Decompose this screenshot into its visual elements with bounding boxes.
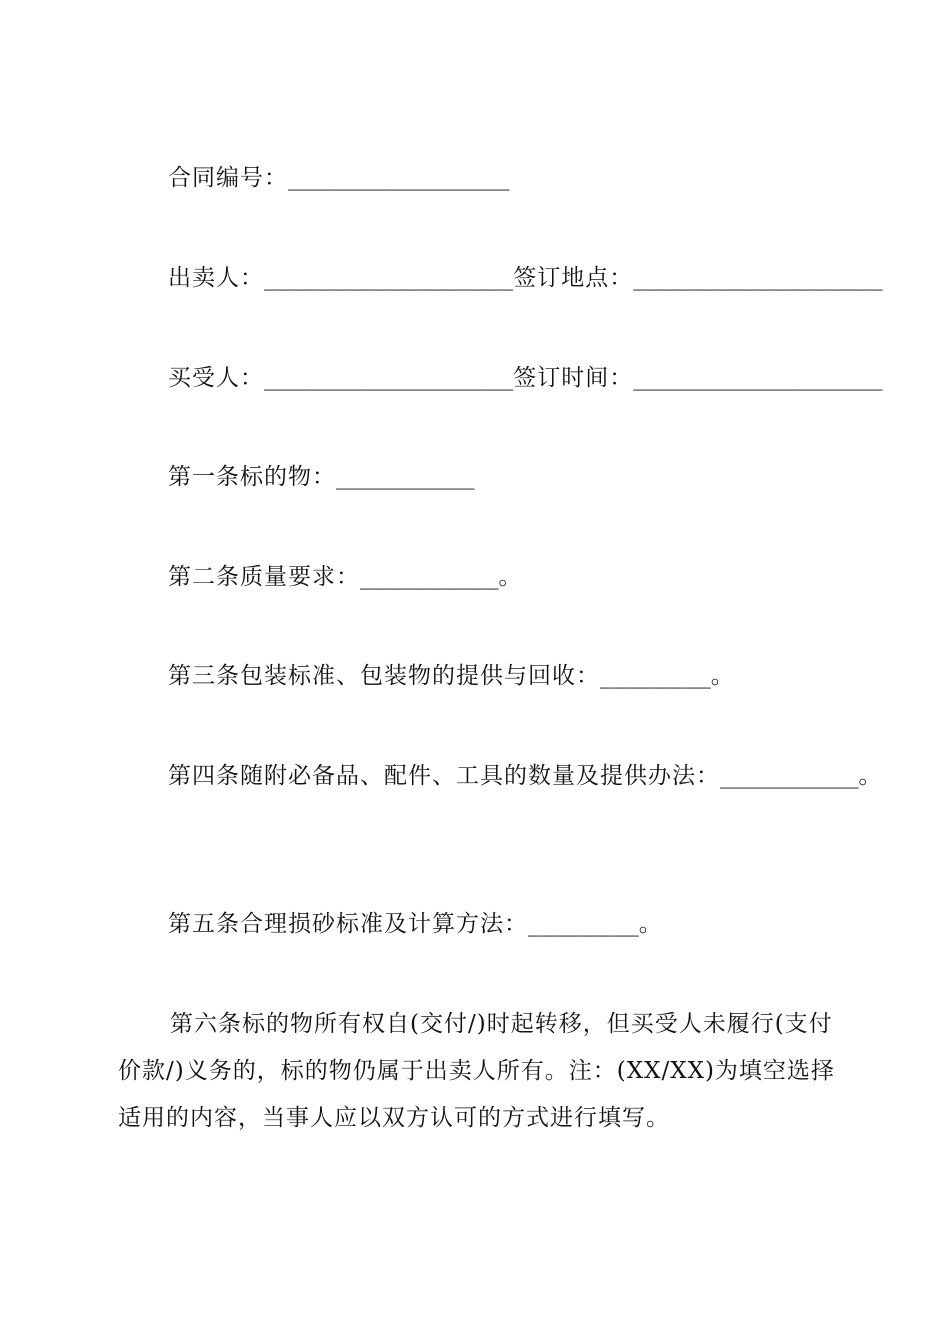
article-4-blank: __________ — [720, 763, 859, 789]
contract-number-line — [168, 162, 510, 194]
article-3-label: 第三条包装标准、包装物的提供与回收： — [168, 663, 600, 689]
buyer-label: 买受人： — [168, 365, 264, 391]
article-3-line — [168, 660, 735, 692]
seller-blank: __________________ — [264, 265, 514, 291]
article-5-label: 第五条合理损砂标准及计算方法： — [168, 911, 528, 937]
seller-label: 出卖人： — [168, 265, 264, 291]
article-2-line — [168, 561, 522, 593]
article-2-end: 。 — [498, 564, 523, 590]
article-2-label: 第二条质量要求： — [168, 564, 360, 590]
article-5-line — [168, 908, 663, 940]
article-3-blank: ________ — [600, 663, 711, 689]
article-2-blank: __________ — [360, 564, 499, 590]
contract-number-label: 合同编号： — [168, 165, 288, 191]
article-1-blank: __________ — [336, 464, 475, 490]
signing-place-blank: __________________ — [633, 265, 883, 291]
buyer-blank: __________________ — [264, 365, 514, 391]
article-4-line — [168, 760, 882, 792]
article-1-line — [168, 461, 474, 493]
article-4-label: 第四条随附必备品、配件、工具的数量及提供办法： — [168, 763, 720, 789]
article-5-end: 。 — [638, 911, 663, 937]
seller-line — [168, 262, 883, 294]
article-4-end: 。 — [858, 763, 883, 789]
article-3-end: 。 — [710, 663, 735, 689]
contract-number-blank: ________________ — [288, 165, 510, 191]
article-1-label: 第一条标的物： — [168, 464, 336, 490]
article-6-paragraph: 第六条标的物所有权自(交付/)时起转移，但买受人未履行(支付价款/)义务的，标的物仍属于出卖人所有。注：(XX/XX)为填空选择适用的内容，当事人应以双方认可的方式进行填写。 — [118, 1011, 835, 1131]
article-5-blank: ________ — [528, 911, 639, 937]
signing-time-blank: __________________ — [633, 365, 883, 391]
signing-place-label: 签订地点： — [513, 265, 634, 291]
signing-time-label: 签订时间： — [513, 365, 634, 391]
buyer-line — [168, 362, 883, 394]
